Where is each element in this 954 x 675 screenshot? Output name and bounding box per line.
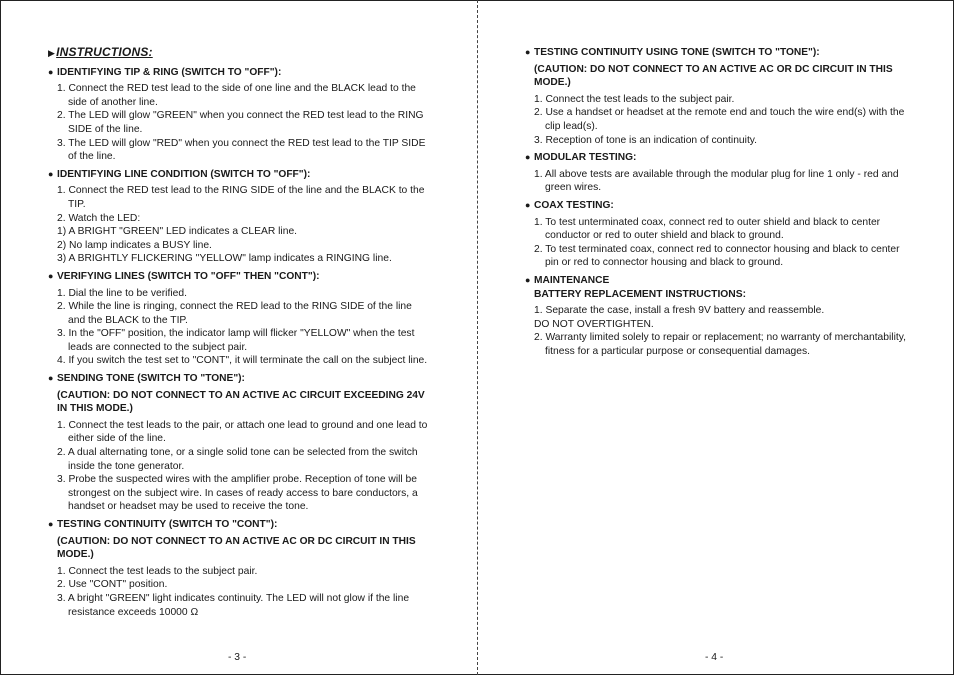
bullet-icon: ● — [525, 274, 531, 285]
triangle-icon: ▶ — [48, 48, 56, 58]
item-list — [525, 304, 910, 358]
title-text: INSTRUCTIONS: — [56, 45, 153, 59]
list-item: 2. The LED will glow "GREEN" when you connect the RED test lead to the RING SIDE of the line. — [57, 110, 424, 135]
list-item: 1. Dial the line to be verified. — [57, 287, 187, 299]
instructions-title — [48, 46, 430, 61]
item-list — [525, 93, 910, 147]
sub-item: 3) A BRIGHTLY FLICKERING "YELLOW" lamp indicates a RINGING line. — [57, 253, 392, 265]
right-page — [525, 46, 910, 362]
section-heading — [48, 168, 430, 182]
list-item: 2. Use a handset or headset at the remote end and touch the wire end(s) with the clip lead(s). — [534, 107, 905, 132]
heading-text: IDENTIFYING LINE CONDITION (SWITCH TO "OFF"): — [57, 168, 311, 180]
list-item: 3. In the "OFF" position, the indicator lamp will flicker "YELLOW" when the test leads are connected to the subject pair. — [57, 328, 415, 353]
section-verifying-lines — [48, 270, 430, 368]
section-sending-tone — [48, 372, 430, 514]
section-coax-testing — [525, 199, 910, 270]
list-item: 1. Connect the RED test lead to the RING SIDE of the line and the BLACK to the TIP. — [57, 185, 425, 210]
bullet-icon: ● — [48, 168, 54, 179]
heading-text: MAINTENANCE — [534, 274, 610, 286]
section-maintenance — [525, 274, 910, 359]
section-heading — [48, 518, 430, 532]
bullet-icon: ● — [48, 270, 54, 281]
section-modular-testing — [525, 151, 910, 195]
list-item: 2. To test terminated coax, connect red to connector housing and black to center pin or red to connector housing and black to ground. — [534, 243, 900, 269]
list-item: 1. To test unterminated coax, connect red to outer shield and black to center conductor or red to outer shield and black to ground. — [534, 216, 881, 242]
list-item: 2. While the line is ringing, connect the RED lead to the RING SIDE of the line and the BLACK to the TIP. — [57, 301, 412, 326]
bullet-icon: ● — [48, 373, 54, 384]
list-item: 1. Connect the test leads to the pair, or attach one lead to ground and one lead to either side of the line. — [57, 419, 428, 445]
item-list — [48, 419, 430, 514]
list-item: 1. Separate the case, install a fresh 9V battery and reassemble. — [534, 305, 825, 317]
list-item: 3. A bright "GREEN" light indicates continuity. The LED will not glow if the line resistance exceeds 10000 Ω — [57, 592, 410, 618]
list-item: 2. Warranty limited solely to repair or replacement; no warranty of merchantability, fitness for a particular purpose or consequential damages. — [534, 332, 906, 357]
left-page — [48, 46, 430, 623]
section-tip-ring — [48, 66, 430, 164]
section-heading — [48, 372, 430, 386]
heading-text: TESTING CONTINUITY (SWITCH TO "CONT"): — [57, 519, 278, 530]
section-testing-continuity — [48, 518, 430, 619]
heading-text: MODULAR TESTING: — [534, 152, 637, 164]
list-item: 1. Connect the RED test lead to the side of one line and the BLACK lead to the side of another line. — [57, 83, 416, 108]
caution-text: (CAUTION: DO NOT CONNECT TO AN ACTIVE AC OR DC CIRCUIT IN THIS MODE.) — [534, 63, 893, 89]
list-item: 2. A dual alternating tone, or a single solid tone can be selected from the switch inside the tone generator. — [57, 447, 418, 472]
sub-item: 1) A BRIGHT "GREEN" LED indicates a CLEAR line. — [57, 226, 298, 238]
list-item: 1. All above tests are available through the modular plug for line 1 only - red and green wires. — [534, 168, 899, 194]
item-list — [48, 184, 430, 266]
section-continuity-tone — [525, 46, 910, 147]
list-item: 1. Connect the test leads to the subject pair. — [534, 93, 735, 105]
item-list — [48, 287, 430, 369]
item-list — [525, 216, 910, 270]
section-line-condition — [48, 168, 430, 266]
page-divider — [477, 0, 478, 675]
section-heading — [525, 199, 910, 213]
page-number-right: - 4 - — [705, 652, 724, 663]
list-item: 1. Connect the test leads to the subject pair. — [57, 565, 258, 577]
battery-subheading: BATTERY REPLACEMENT INSTRUCTIONS: — [534, 288, 747, 300]
heading-text: COAX TESTING: — [534, 199, 614, 211]
list-item: 2. Watch the LED: — [57, 212, 141, 224]
bullet-icon: ● — [525, 199, 531, 210]
caution-text: (CAUTION: DO NOT CONNECT TO AN ACTIVE AC CIRCUIT EXCEEDING 24V IN THIS MODE.) — [57, 389, 425, 415]
heading-text: TESTING CONTINUITY USING TONE (SWITCH TO "TONE"): — [534, 47, 820, 58]
list-item: 2. Use "CONT" position. — [57, 579, 168, 591]
heading-text: SENDING TONE (SWITCH TO "TONE"): — [57, 373, 245, 385]
page-number-left: - 3 - — [228, 652, 247, 663]
item-list — [525, 168, 910, 195]
section-heading — [525, 46, 910, 60]
list-item: 4. If you switch the test set to "CONT", it will terminate the call on the subject line. — [57, 355, 428, 367]
list-item: 3. Probe the suspected wires with the amplifier probe. Reception of tone will be strongest on the subject wire. In cases of ready access to bare conductors, a handset or headset may be used to receive the tone. — [57, 474, 418, 513]
section-heading — [525, 151, 910, 165]
section-heading — [525, 274, 910, 288]
sub-item: DO NOT OVERTIGHTEN. — [534, 318, 654, 330]
bullet-icon: ● — [48, 519, 54, 529]
bullet-icon: ● — [48, 66, 54, 77]
item-list — [48, 82, 430, 164]
heading-text: VERIFYING LINES (SWITCH TO "OFF" THEN "CONT"): — [57, 270, 320, 282]
list-item: 3. The LED will glow "RED" when you connect the RED test lead to the TIP SIDE of the line. — [57, 137, 426, 163]
item-list — [48, 565, 430, 619]
sub-item: 2) No lamp indicates a BUSY line. — [57, 239, 212, 251]
heading-text: IDENTIFYING TIP & RING (SWITCH TO "OFF"): — [57, 66, 282, 78]
caution-text: (CAUTION: DO NOT CONNECT TO AN ACTIVE AC OR DC CIRCUIT IN THIS MODE.) — [57, 535, 416, 561]
bullet-icon: ● — [525, 47, 531, 57]
bullet-icon: ● — [525, 152, 531, 163]
list-item: 3. Reception of tone is an indication of continuity. — [534, 134, 758, 146]
section-heading — [48, 270, 430, 284]
section-heading — [48, 66, 430, 80]
